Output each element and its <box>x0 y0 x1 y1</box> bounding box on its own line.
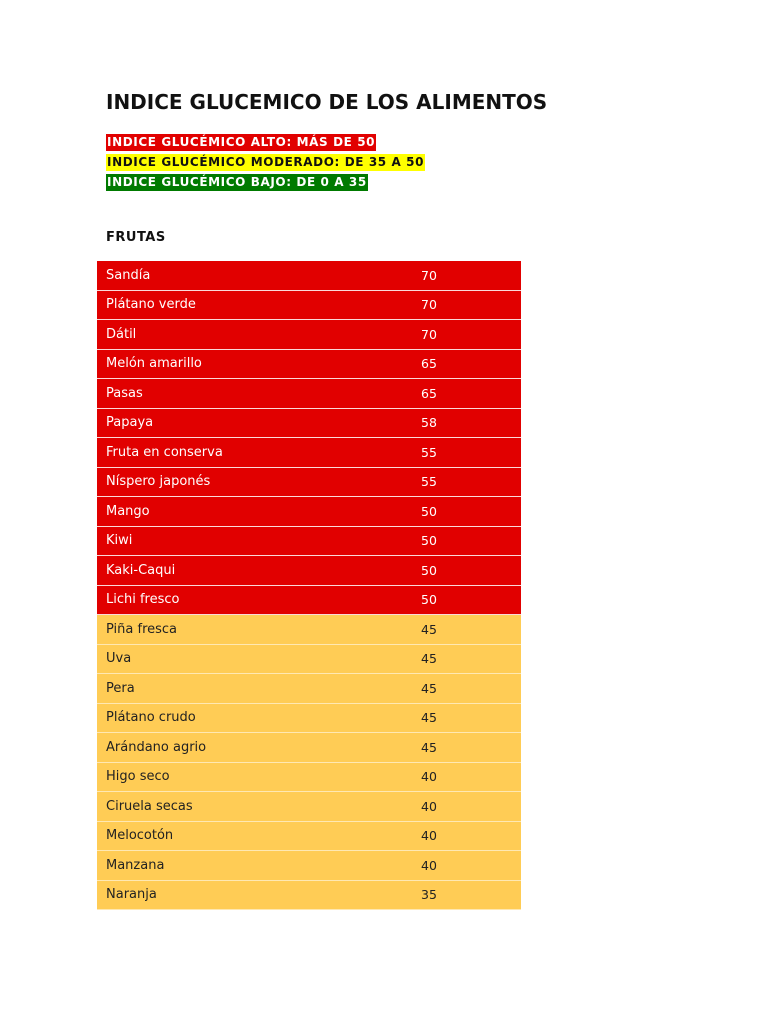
table-row <box>97 379 521 409</box>
food-name: Higo seco <box>106 769 170 785</box>
table-row <box>97 733 521 763</box>
food-name: Dátil <box>106 326 137 342</box>
food-name: Arándano agrio <box>106 739 207 755</box>
table-row <box>97 586 521 616</box>
glycemic-index-value: 45 <box>421 710 437 726</box>
page-title: INDICE GLUCEMICO DE LOS ALIMENTOS <box>106 90 548 114</box>
glycemic-index-value: 40 <box>421 769 437 785</box>
food-name: Lichi fresco <box>106 592 180 608</box>
food-name: Níspero japonés <box>106 474 211 490</box>
food-name: Kaki-Caqui <box>106 562 176 578</box>
legend-low <box>106 171 425 191</box>
table-row <box>97 409 521 439</box>
food-name: Piña fresca <box>106 621 178 637</box>
food-name: Melón amarillo <box>106 356 202 372</box>
table-row <box>97 792 521 822</box>
food-name: Pasas <box>106 385 143 401</box>
glycemic-index-value: 50 <box>421 562 437 578</box>
glycemic-index-value: 70 <box>421 297 437 313</box>
table-row <box>97 527 521 557</box>
table-row <box>97 851 521 881</box>
legend-high <box>106 131 425 151</box>
glycemic-index-value: 40 <box>421 828 437 844</box>
fruit-table <box>97 261 521 910</box>
food-name: Melocotón <box>106 828 174 844</box>
glycemic-index-value: 70 <box>421 326 437 342</box>
glycemic-index-value: 58 <box>421 415 437 431</box>
glycemic-index-value: 45 <box>421 680 437 696</box>
food-name: Plátano crudo <box>106 710 196 726</box>
glycemic-index-value: 40 <box>421 798 437 814</box>
food-name: Kiwi <box>106 533 133 549</box>
glycemic-index-value: 65 <box>421 385 437 401</box>
table-row <box>97 261 521 291</box>
table-row <box>97 350 521 380</box>
table-row <box>97 438 521 468</box>
food-name: Fruta en conserva <box>106 444 223 460</box>
legend-high-label: INDICE GLUCÉMICO ALTO: MÁS DE 50 <box>107 135 376 149</box>
legend-moderate-label: INDICE GLUCÉMICO MODERADO: DE 35 A 50 <box>107 155 425 169</box>
table-row <box>97 468 521 498</box>
glycemic-index-value: 45 <box>421 651 437 667</box>
glycemic-index-value: 55 <box>421 474 437 490</box>
table-row <box>97 556 521 586</box>
food-name: Sandía <box>106 267 151 283</box>
glycemic-index-value: 35 <box>421 887 437 903</box>
glycemic-index-value: 70 <box>421 267 437 283</box>
glycemic-index-value: 50 <box>421 533 437 549</box>
table-row <box>97 615 521 645</box>
legend-low-label: INDICE GLUCÉMICO BAJO: DE 0 A 35 <box>107 175 367 189</box>
table-row <box>97 645 521 675</box>
food-name: Naranja <box>106 887 157 903</box>
table-row <box>97 881 521 911</box>
food-name: Mango <box>106 503 150 519</box>
glycemic-index-value: 65 <box>421 356 437 372</box>
food-name: Pera <box>106 680 135 696</box>
table-row <box>97 497 521 527</box>
food-name: Manzana <box>106 857 165 873</box>
table-row <box>97 320 521 350</box>
table-row <box>97 291 521 321</box>
glycemic-legend <box>106 131 425 191</box>
glycemic-index-value: 50 <box>421 503 437 519</box>
food-name: Papaya <box>106 415 154 431</box>
legend-moderate <box>106 151 425 171</box>
table-row <box>97 674 521 704</box>
glycemic-index-value: 45 <box>421 621 437 637</box>
glycemic-index-value: 40 <box>421 857 437 873</box>
section-title-frutas: FRUTAS <box>106 230 166 245</box>
table-row <box>97 822 521 852</box>
food-name: Ciruela secas <box>106 798 193 814</box>
table-row <box>97 763 521 793</box>
glycemic-index-value: 45 <box>421 739 437 755</box>
glycemic-index-value: 55 <box>421 444 437 460</box>
food-name: Uva <box>106 651 132 667</box>
table-row <box>97 704 521 734</box>
food-name: Plátano verde <box>106 297 196 313</box>
glycemic-index-value: 50 <box>421 592 437 608</box>
